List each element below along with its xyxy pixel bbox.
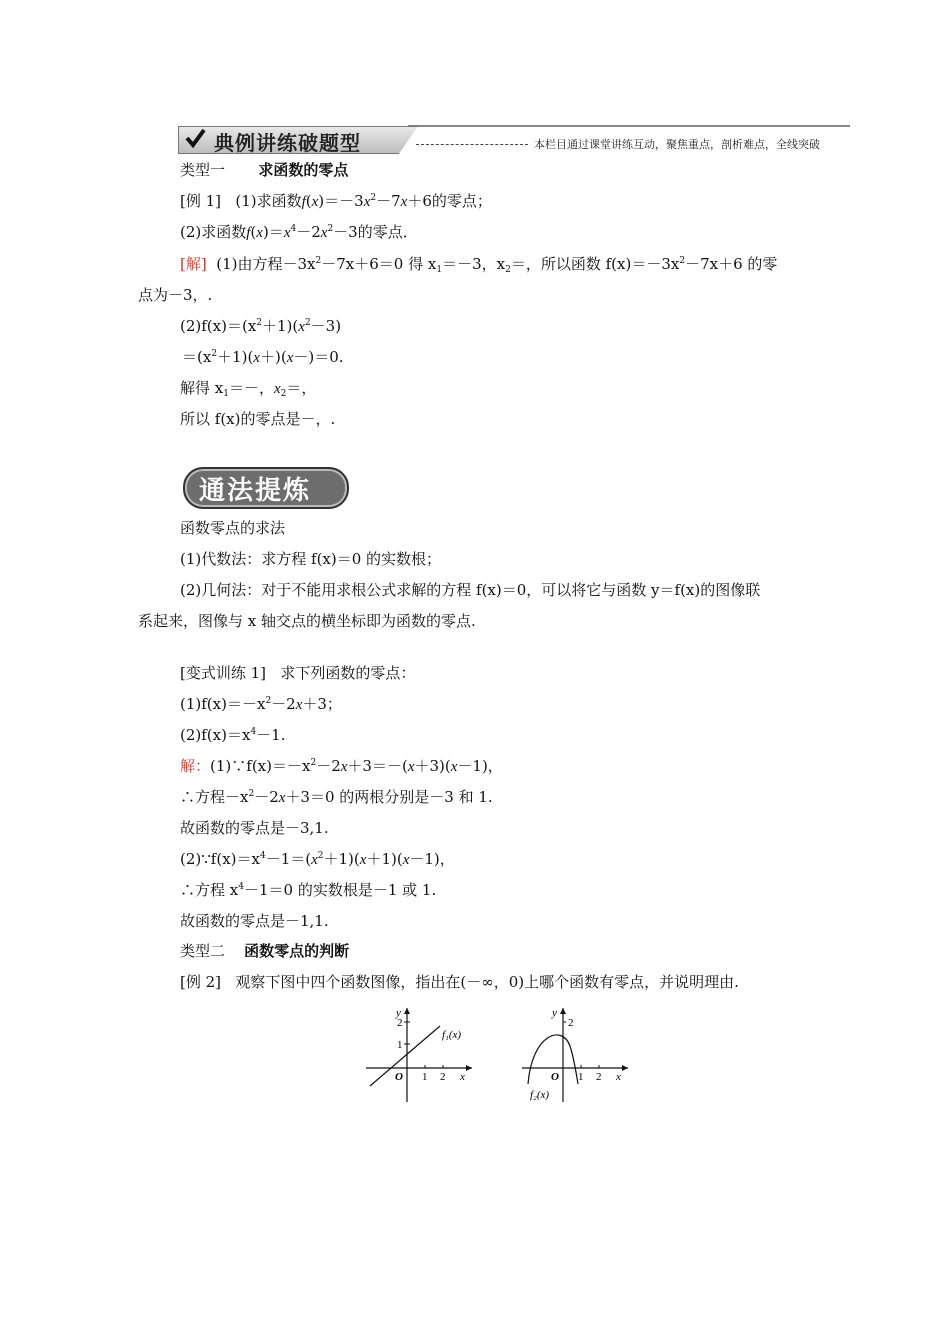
section-banner — [178, 124, 850, 154]
g2-origin: O — [551, 1071, 559, 1083]
g2-xtick-label-2: 2 — [596, 1071, 602, 1083]
banner-rule — [408, 125, 850, 127]
exercise1-e2: $(2)f(x)=x^4-1$. — [180, 726, 286, 744]
example2-tag: [例 2] — [180, 973, 222, 991]
banner-dash — [416, 144, 528, 145]
g1-x-label: x — [460, 1071, 465, 1083]
s1-d: ＝，所以函数 f(x)＝－3x — [510, 255, 680, 273]
g2-xtick-label-1: 1 — [578, 1071, 584, 1083]
exercise1-e1: $(1)f(x)=-x^2-2x+3$； — [180, 695, 342, 713]
g1-y-arrow — [404, 1008, 410, 1014]
method-item-1: (1)代数法：求方程 f(x)＝0 的实数根； — [180, 550, 442, 568]
exercise1-s5: ∴方程 $x^4-1=0$ 的实数根是－1 或 1. — [180, 881, 437, 899]
s1-a: (1)由方程－3x — [216, 255, 316, 273]
es2-a: ∴方程－x — [180, 788, 249, 806]
exercise1-s4: $(2)\because f(x)=x^4-1=(x^2+1)(x+1)(x-1)$， — [180, 850, 455, 868]
solution1-line1: [解] (1)由方程$-3x^2-7x+6=0$ 得 $x_1=-3$，$x_2=$，所以函数 $f(x)=-3x^2-7x+6$ 的零 — [180, 255, 778, 275]
g1-ytick-label-1: 1 — [397, 1039, 403, 1051]
g1-x-arrow — [466, 1065, 472, 1071]
s5-a: 解得 x — [180, 379, 224, 397]
g1-y-label: y — [396, 1007, 401, 1019]
s4-a: ＝(x — [182, 348, 212, 366]
g1-ytick-label-2: 2 — [397, 1017, 403, 1029]
exercise1-s1: 解：$(1)\because f(x)=-x^2-2x+3=-(x+3)(x-1)$， — [180, 757, 503, 775]
banner-note: 本栏目通过课堂讲练互动，聚焦重点，剖析难点，全线突破 — [534, 138, 820, 151]
s1-b: －7x＋6＝0 得 x — [321, 255, 437, 273]
badge-text: 通法提炼 — [199, 476, 312, 506]
solution1-line2: 点为－3，. — [138, 286, 213, 304]
graph-f2 — [518, 1004, 630, 1104]
example1-q2-tail: 的零点． — [357, 223, 418, 241]
example1-q2-text: (2)求函数 — [180, 223, 247, 241]
banner-title: 典例讲练破题型 — [214, 131, 361, 155]
solution1-tag: [解] — [180, 255, 207, 273]
es4-a: (2)∵f(x)＝x — [180, 850, 260, 868]
g1-xtick-label-2: 2 — [440, 1071, 446, 1083]
g2-ytick-label-2: 2 — [568, 1017, 574, 1029]
example1-q1: [例 1] (1)求函数$f(x)=-3x^2-7x+6$的零点； — [180, 192, 492, 210]
check-icon — [184, 127, 206, 149]
g2-y-arrow — [560, 1008, 566, 1014]
exercise1-prompt — [180, 662, 415, 684]
g1-curve — [370, 1026, 440, 1086]
g1-origin: O — [395, 1071, 403, 1083]
type2-title: 函数零点的判断 — [244, 942, 350, 960]
exercise1-text: 求下列函数的零点： — [280, 664, 416, 682]
g2-x-label: x — [616, 1071, 621, 1083]
type1-heading — [180, 159, 348, 181]
es1-a: (1)∵f(x)＝－x — [210, 757, 311, 775]
exercise1-tag: [变式训练 1] — [180, 664, 267, 682]
type2-heading — [180, 940, 349, 962]
exercise1-s6: 故函数的零点是－1,1. — [180, 912, 329, 930]
solution1-line6: 所以 f(x)的零点是－，. — [180, 410, 336, 428]
example2-prompt — [180, 971, 739, 993]
e2-a: (2)f(x)＝x — [180, 726, 251, 744]
solution1-line4: $=(x^2+1)(x+)(x-)=0$. — [182, 348, 344, 366]
g1-xtick-label-1: 1 — [422, 1071, 428, 1083]
g2-y-label: y — [552, 1007, 557, 1019]
type1-label: 类型一 — [180, 161, 226, 179]
g1-func-label: f₁(x) — [442, 1029, 462, 1041]
method-heading: 函数零点的求法 — [180, 519, 286, 537]
type2-label: 类型二 — [180, 942, 226, 960]
example2-text: 观察下图中四个函数图像，指出在(－∞，0)上哪个函数有零点，并说明理由. — [235, 973, 739, 991]
exercise1-s2: ∴方程$-x^2-2x+3=0$ 的两根分别是－3 和 1. — [180, 788, 493, 806]
g2-x-arrow — [622, 1065, 628, 1071]
es5-a: ∴方程 x — [180, 881, 239, 899]
example1-tag: [例 1] — [180, 192, 222, 210]
solution1-line3: $(2)f(x)=(x^2+1)(x^2-3)$ — [180, 317, 342, 335]
method-badge — [183, 467, 349, 507]
s1-e: －7x＋6 的零 — [685, 255, 778, 273]
e1-a: (1)f(x)＝－x — [180, 695, 266, 713]
example1-q1-tail: 的零点； — [431, 192, 492, 210]
exercise1-sol-tag: 解： — [180, 757, 211, 775]
s1-c: ＝－3，x — [442, 255, 506, 273]
type1-title: 求函数的零点 — [258, 161, 349, 179]
example1-q1-text: (1)求函数 — [235, 192, 302, 210]
graph-f1 — [362, 1004, 474, 1104]
method-item-2a: (2)几何法：对于不能用求根公式求解的方程 f(x)＝0，可以将它与函数 y＝f(x)的图像联 — [180, 581, 761, 599]
solution1-line5: 解得 $x_1=-$，$x_2=$， — [180, 379, 317, 399]
g2-func-label: f₂(x) — [530, 1089, 550, 1101]
s3-a: (2)f(x)＝(x — [180, 317, 257, 335]
method-item-2b: 系起来，图像与 x 轴交点的横坐标即为函数的零点. — [138, 612, 476, 630]
example1-q2: (2)求函数$f(x)=x^4-2x^2-3$的零点． — [180, 223, 418, 241]
exercise1-s3: 故函数的零点是－3,1. — [180, 819, 329, 837]
